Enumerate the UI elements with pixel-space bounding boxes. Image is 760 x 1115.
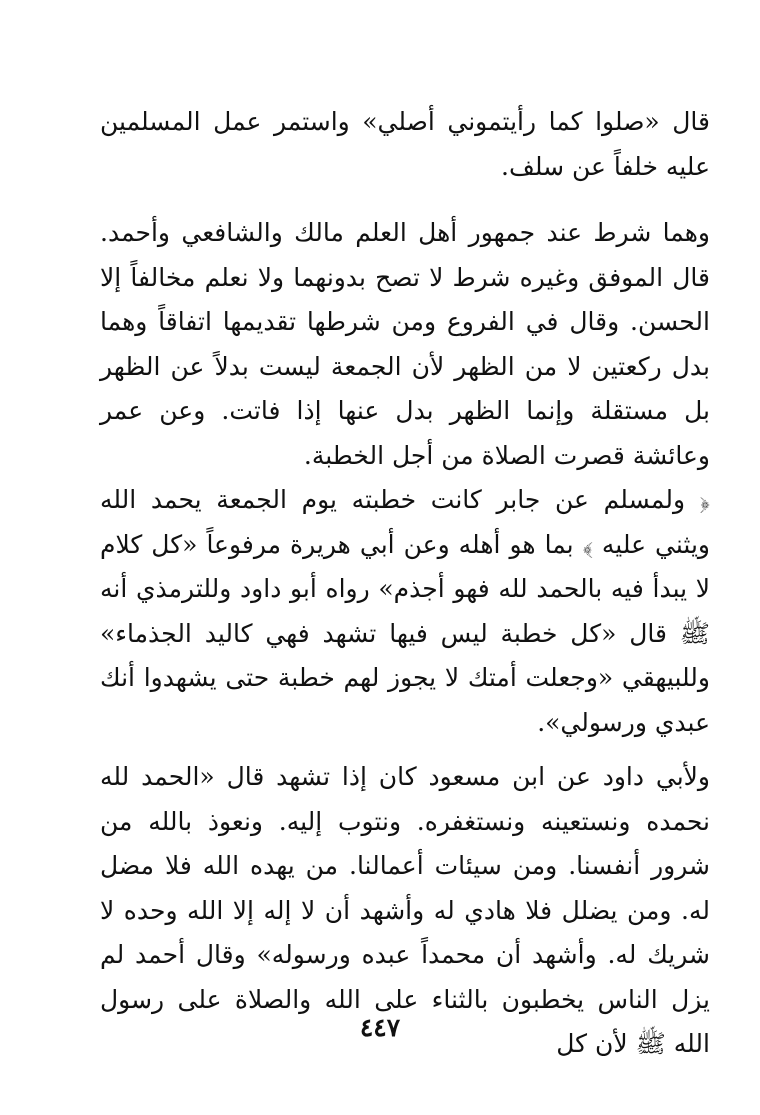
- paragraph-abu-dawud-ibn-masud: ولأبي داود عن ابن مسعود كان إذا تشهد قال «الحمد لله نحمده ونستعينه ونستغفره. ونتوب إليه. ونعوذ بالله من شرور أنفسنا. ومن سيئات أعمالنا. من يهده الله فلا مضل له. ومن يضلل فلا هادي له وأشهد أن لا إله إلا الله وحده لا شريك له. وأشهد أن محمداً عبده ورسوله» وقال أحمد لم يزل الناس يخطبون بالثناء على الله والصلاة على رسول الله ﷺ لأن كل: [100, 762, 710, 1058]
- page-number: ٤٤٧: [359, 1013, 401, 1042]
- paragraph-muslim-jabir: ﴿ ولمسلم عن جابر كانت خطبته يوم الجمعة يحمد الله ويثني عليه ﴾ بما هو أهله وعن أبي هريرة مرفوعاً «كل كلام لا يبدأ فيه بالحمد لله فهو أجذم» رواه أبو داود وللترمذي أنه ﷺ قال «كل خطبة ليس فيها تشهد فهي كاليد الجذماء» وللبيهقي «وجعلت أمتك لا يجوز لهم خطبة حتى يشهدوا أنك عبدي ورسولي».: [100, 485, 710, 737]
- paragraph-condition-khutbah: وهما شرط عند جمهور أهل العلم مالك والشافعي وأحمد. قال الموفق وغيره شرط لا تصح بدونهما ولا نعلم مخالفاً إلا الحسن. وقال في الفروع ومن شرطها تقديمها اتفاقاً وهما بدل ركعتين لا من الظهر لأن الجمعة ليست بدلاً عن الظهر بل مستقلة وإنما الظهر بدل عنها إذا فاتت. وعن عمر وعائشة قصرت الصلاة من أجل الخطبة.: [100, 218, 710, 470]
- paragraph-prayer-hadith: قال «صلوا كما رأيتموني أصلي» واستمر عمل المسلمين عليه خلفاً عن سلف.: [100, 107, 710, 181]
